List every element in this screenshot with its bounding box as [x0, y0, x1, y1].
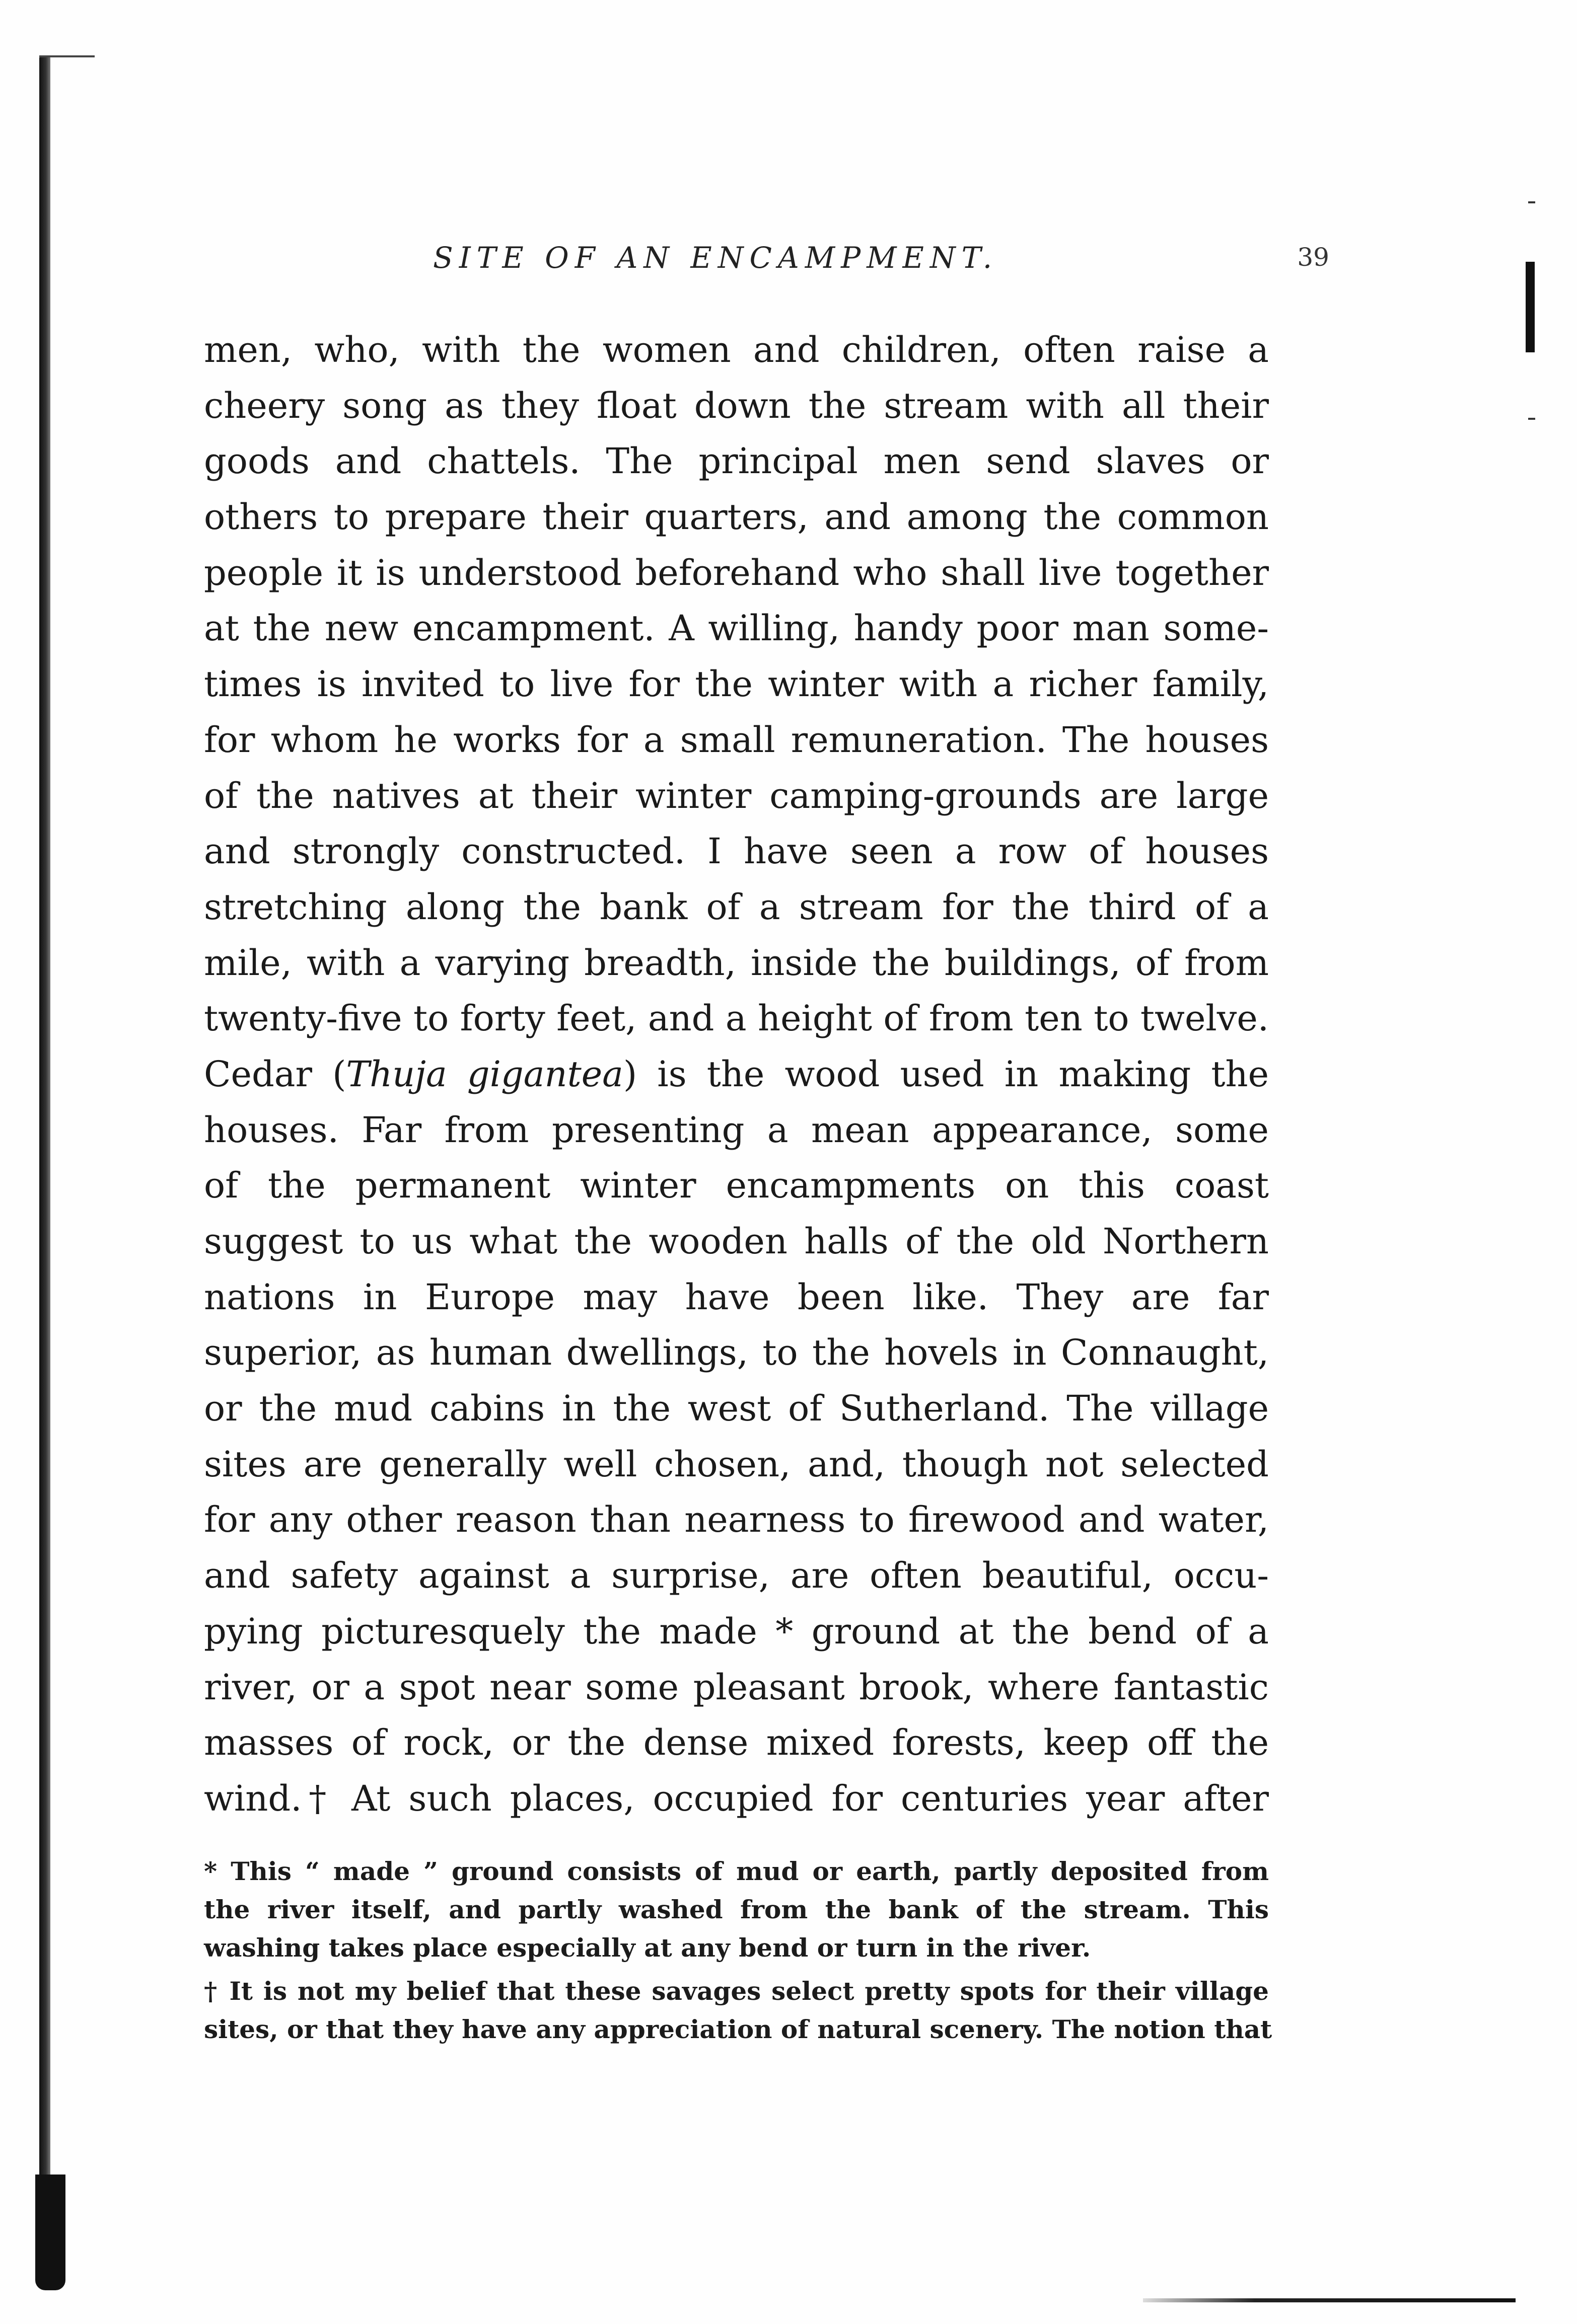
page-number: 39 [1297, 243, 1329, 272]
footnote-line: washing takes place especially at any bend or turn in the river. [204, 1933, 1091, 1963]
text-line: others to prepare their quarters, and among the common [204, 496, 1269, 538]
text-line: pying picturesquely the made * ground at the bend of a [204, 1610, 1269, 1652]
binding-edge-top [39, 55, 95, 57]
text-line: nations in Europe may have been like. They are far [204, 1276, 1269, 1318]
text-line: goods and chattels. The principal men send slaves or [204, 440, 1269, 482]
text-line: sites are generally well chosen, and, though not selected [204, 1443, 1269, 1485]
running-title: SITE OF AN ENCAMPMENT. [433, 241, 998, 275]
text-line: mile, with a varying breadth, inside the buildings, of from [204, 942, 1269, 984]
binding-shadow-left [39, 55, 50, 2260]
binding-shadow-bottom [35, 2175, 65, 2290]
text-line: for whom he works for a small remuneration. The houses [204, 719, 1269, 761]
text-line: at the new encampment. A willing, handy poor man some- [204, 608, 1269, 649]
edge-mark [1528, 201, 1535, 203]
footnote-line: * This “ made ” ground consists of mud or earth, partly deposited from [204, 1856, 1269, 1886]
footnote-line: sites, or that they have any appreciation of natural scenery. The notion that [204, 2014, 1272, 2044]
text-line: of the permanent winter encampments on this coast [204, 1165, 1269, 1207]
edge-mark-right [1526, 262, 1535, 352]
text-line: twenty-five to forty feet, and a height of from ten to twelve. [204, 998, 1269, 1039]
text-line: and strongly constructed. I have seen a row of houses [204, 831, 1269, 872]
text-line: suggest to us what the wooden halls of the old Northern [204, 1221, 1269, 1262]
text-line: cheery song as they float down the stream with all their [204, 385, 1269, 426]
footnote-line: † It is not my belief that these savages select pretty spots for their village [204, 1976, 1269, 2006]
text-line: river, or a spot near some pleasant brook, where fantastic [204, 1666, 1269, 1708]
text-line: houses. Far from presenting a mean appearance, some [204, 1109, 1269, 1151]
text-line: men, who, with the women and children, often raise a [204, 329, 1269, 370]
text-line: wind.† At such places, occupied for centuries year after [204, 1777, 1269, 1819]
footnote-line: the river itself, and partly washed from the bank of the stream. This [204, 1895, 1269, 1924]
body-text [204, 322, 1269, 1827]
text-line: or the mud cabins in the west of Sutherland. The village [204, 1388, 1269, 1430]
page-header [433, 241, 1329, 281]
scan-edge-bottom [1143, 2298, 1516, 2302]
text-line: and safety against a surprise, are often beautiful, occu- [204, 1555, 1269, 1597]
text-line: superior, as human dwellings, to the hovels in Connaught, [204, 1332, 1269, 1374]
footnotes [204, 1852, 1272, 2049]
text-line: stretching along the bank of a stream for the third of a [204, 886, 1269, 928]
edge-mark [1528, 418, 1535, 420]
text-line: times is invited to live for the winter with a richer family, [204, 663, 1269, 705]
text-line: Cedar (Thuja gigantea) is the wood used in making the [204, 1053, 1269, 1095]
species-name: Thuja gigantea [346, 1053, 623, 1095]
footnote-gap [204, 1967, 1269, 1972]
text-line: of the natives at their winter camping-grounds are large [204, 775, 1269, 816]
text-line: for any other reason than nearness to firewood and water, [204, 1499, 1269, 1541]
text-line: people it is understood beforehand who shall live together [204, 552, 1269, 593]
text-line: masses of rock, or the dense mixed forests, keep off the [204, 1722, 1269, 1764]
